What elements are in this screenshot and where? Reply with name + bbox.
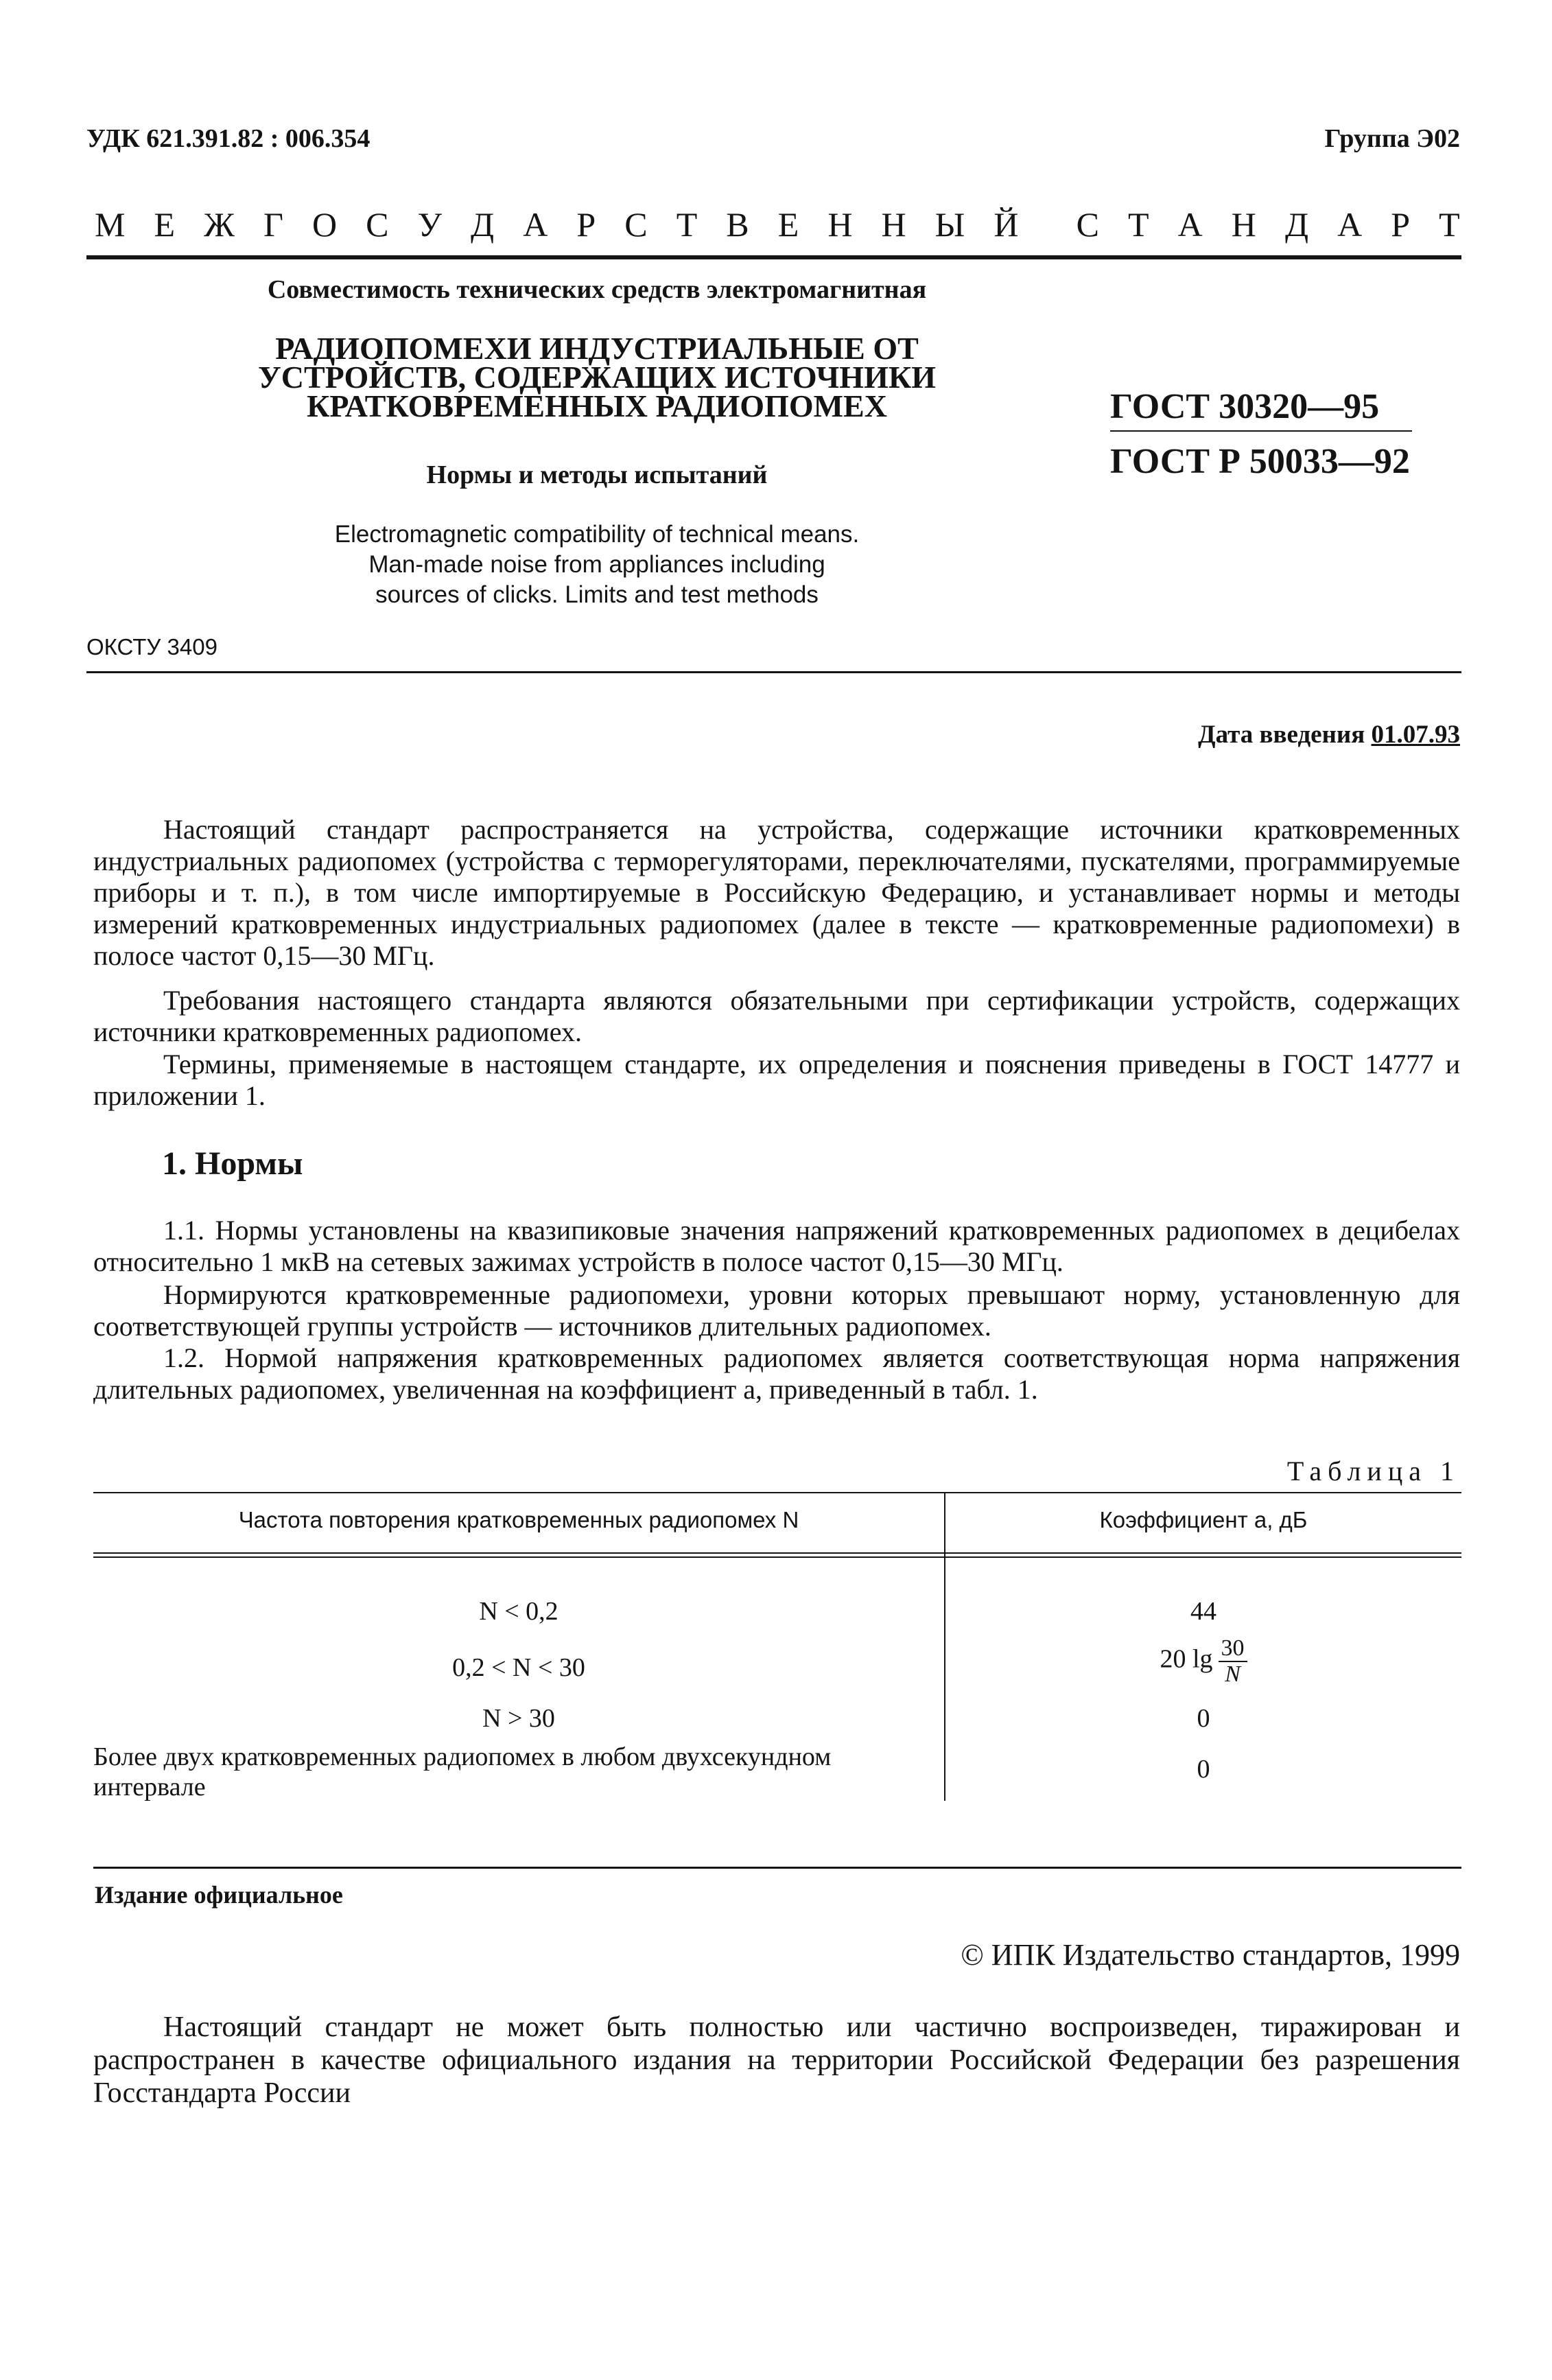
interstate-letter: Ж <box>204 205 235 244</box>
gost-divider <box>1110 430 1412 432</box>
formula-prefix: 20 lg <box>1160 1644 1213 1674</box>
interstate-letter: С <box>624 205 648 244</box>
okstu-code: ОКСТУ 3409 <box>86 634 217 660</box>
section-paragraph-2 <box>93 1279 1460 1342</box>
section-paragraph-3 <box>93 1342 1460 1405</box>
formula-fraction <box>1219 1636 1247 1687</box>
fraction-denominator: N <box>1225 1661 1241 1687</box>
table-header-coefficient: Коэффициент a, дБ <box>1099 1507 1308 1532</box>
interstate-letter: О <box>311 205 338 244</box>
table-column-divider <box>944 1492 945 1801</box>
section-paragraph-1 <box>93 1215 1460 1278</box>
interstate-letter: А <box>523 205 548 244</box>
table-top-rule <box>93 1492 1461 1493</box>
paragraph-text: Нормируются кратковременные радиопомехи, уровни которых превышают норму, установленную для соответствующей группы устройств — источников длительных радиопомех. <box>93 1279 1460 1342</box>
interstate-letter: М <box>95 205 126 244</box>
introduction-date <box>1198 720 1460 749</box>
interstate-letter: С <box>366 205 389 244</box>
interstate-letter: У <box>417 205 442 244</box>
paragraph-text: Настоящий стандарт распространяется на устройства, содержащие источники кратковременных индустриальных радиопомех (устройства с терморегуляторами, переключателями, пускателями, программируемые приборы и т. п.), в том числе импортируемые в Российскую Федерацию, и устанавливает нормы и методы измерений кратковременных индустриальных радиопомех (далее в тексте — кратковременные радиопомехи) в полосе частот 0,15—30 МГц. <box>93 814 1460 971</box>
intro-paragraph-3 <box>93 1049 1460 1112</box>
interstate-letter: С <box>1076 205 1099 244</box>
table-cell: 0 <box>1197 1704 1210 1733</box>
gost-number-primary: ГОСТ 30320—95 <box>1110 387 1380 426</box>
udk-code: УДК 621.391.82 : 006.354 <box>86 124 371 153</box>
intro-paragraph-1 <box>93 814 1460 972</box>
table-cell: N < 0,2 <box>479 1597 559 1626</box>
table-cell-formula <box>947 1636 1460 1687</box>
table-header-rule <box>93 1552 1461 1554</box>
interstate-letter: Г <box>263 205 283 244</box>
interstate-letter: Д <box>1284 205 1309 244</box>
compatibility-line: Совместимость технических средств электромагнитная <box>267 275 927 304</box>
title-block-rule <box>86 671 1461 673</box>
interstate-standard-heading <box>95 205 1460 244</box>
paragraph-text: Термины, применяемые в настоящем стандарте, их определения и пояснения приведены в ГОСТ 14777 и приложении 1. <box>93 1049 1460 1111</box>
interstate-letter: А <box>1177 205 1203 244</box>
title-line: РАДИОПОМЕХИ ИНДУСТРИАЛЬНЫЕ ОТ <box>275 331 919 366</box>
interstate-letter: Т <box>676 205 698 244</box>
english-title <box>220 520 974 610</box>
table-header-frequency: Частота повторения кратковременных радиопомех N <box>238 1507 799 1532</box>
english-title-line: Man-made noise from appliances including <box>368 551 825 578</box>
paragraph-text: 1.1. Нормы установлены на квазипиковые значения напряжений кратковременных радиопомех в децибелах относительно 1 мкВ на сетевых зажимах устройств в полосе частот 0,15—30 МГц. <box>93 1215 1460 1277</box>
table-cell: 0,2 < N < 30 <box>452 1653 585 1682</box>
date-label: Дата введения <box>1198 721 1365 749</box>
gost-number-secondary: ГОСТ Р 50033—92 <box>1110 442 1410 481</box>
interstate-letter: Д <box>471 205 495 244</box>
title-line: УСТРОЙСТВ, СОДЕРЖАЩИХ ИСТОЧНИКИ <box>257 360 937 395</box>
document-title <box>220 331 974 423</box>
title-line: КРАТКОВРЕМЕННЫХ РАДИОПОМЕХ <box>307 388 887 423</box>
interstate-letter: Р <box>1391 205 1411 244</box>
group-code: Группа Э02 <box>1324 124 1460 153</box>
intro-paragraph-2 <box>93 985 1460 1048</box>
interstate-letter: Е <box>154 205 176 244</box>
table-cell: N > 30 <box>482 1704 555 1733</box>
heading-thick-rule <box>86 255 1461 259</box>
fraction-numerator: 30 <box>1219 1636 1247 1662</box>
paragraph-text: 1.2. Нормой напряжения кратковременных радиопомех является соответствующая норма напряжения длительных радиопомех, увеличенная на коэффициент a, приведенный в табл. 1. <box>93 1342 1460 1405</box>
interstate-letter: Ы <box>934 205 965 244</box>
paragraph-text: Требования настоящего стандарта являются обязательными при сертификации устройств, содержащих источники кратковременных радиопомех. <box>93 985 1460 1047</box>
interstate-letter: Р <box>576 205 596 244</box>
table-header-rule <box>93 1556 1461 1558</box>
reproduction-notice <box>93 2011 1460 2110</box>
interstate-letter: Н <box>1231 205 1256 244</box>
table-caption: Таблица 1 <box>1286 1456 1460 1486</box>
table-cell: 44 <box>1190 1597 1216 1626</box>
interstate-letter: Й <box>993 205 1019 244</box>
section-heading: 1. Нормы <box>162 1145 303 1182</box>
english-title-line: sources of clicks. Limits and test methods <box>375 581 819 608</box>
interstate-letter: Н <box>881 205 906 244</box>
copyright-line: © ИПК Издательство стандартов, 1999 <box>961 1938 1460 1972</box>
english-title-line: Electromagnetic compatibility of technical means. <box>334 521 860 548</box>
document-subtitle: Нормы и методы испытаний <box>426 460 768 489</box>
footer-rule <box>93 1867 1461 1869</box>
interstate-letter: А <box>1337 205 1363 244</box>
table-cell: 0 <box>1197 1755 1210 1784</box>
interstate-letter: Н <box>827 205 853 244</box>
date-value: 01.07.93 <box>1371 721 1460 749</box>
interstate-letter: Е <box>777 205 799 244</box>
table-cell: Более двух кратковременных радиопомех в любом двухсекундном интервале <box>93 1742 832 1801</box>
interstate-letter: Т <box>1128 205 1149 244</box>
official-edition-label: Издание официальное <box>95 1881 343 1909</box>
interstate-letter: Т <box>1439 205 1460 244</box>
notice-text: Настоящий стандарт не может быть полностью или частично воспроизведен, тиражирован и распространен в качестве официального издания на территории Российской Федерации без разрешения Госстандарта России <box>93 2011 1460 2109</box>
interstate-letter: В <box>726 205 749 244</box>
